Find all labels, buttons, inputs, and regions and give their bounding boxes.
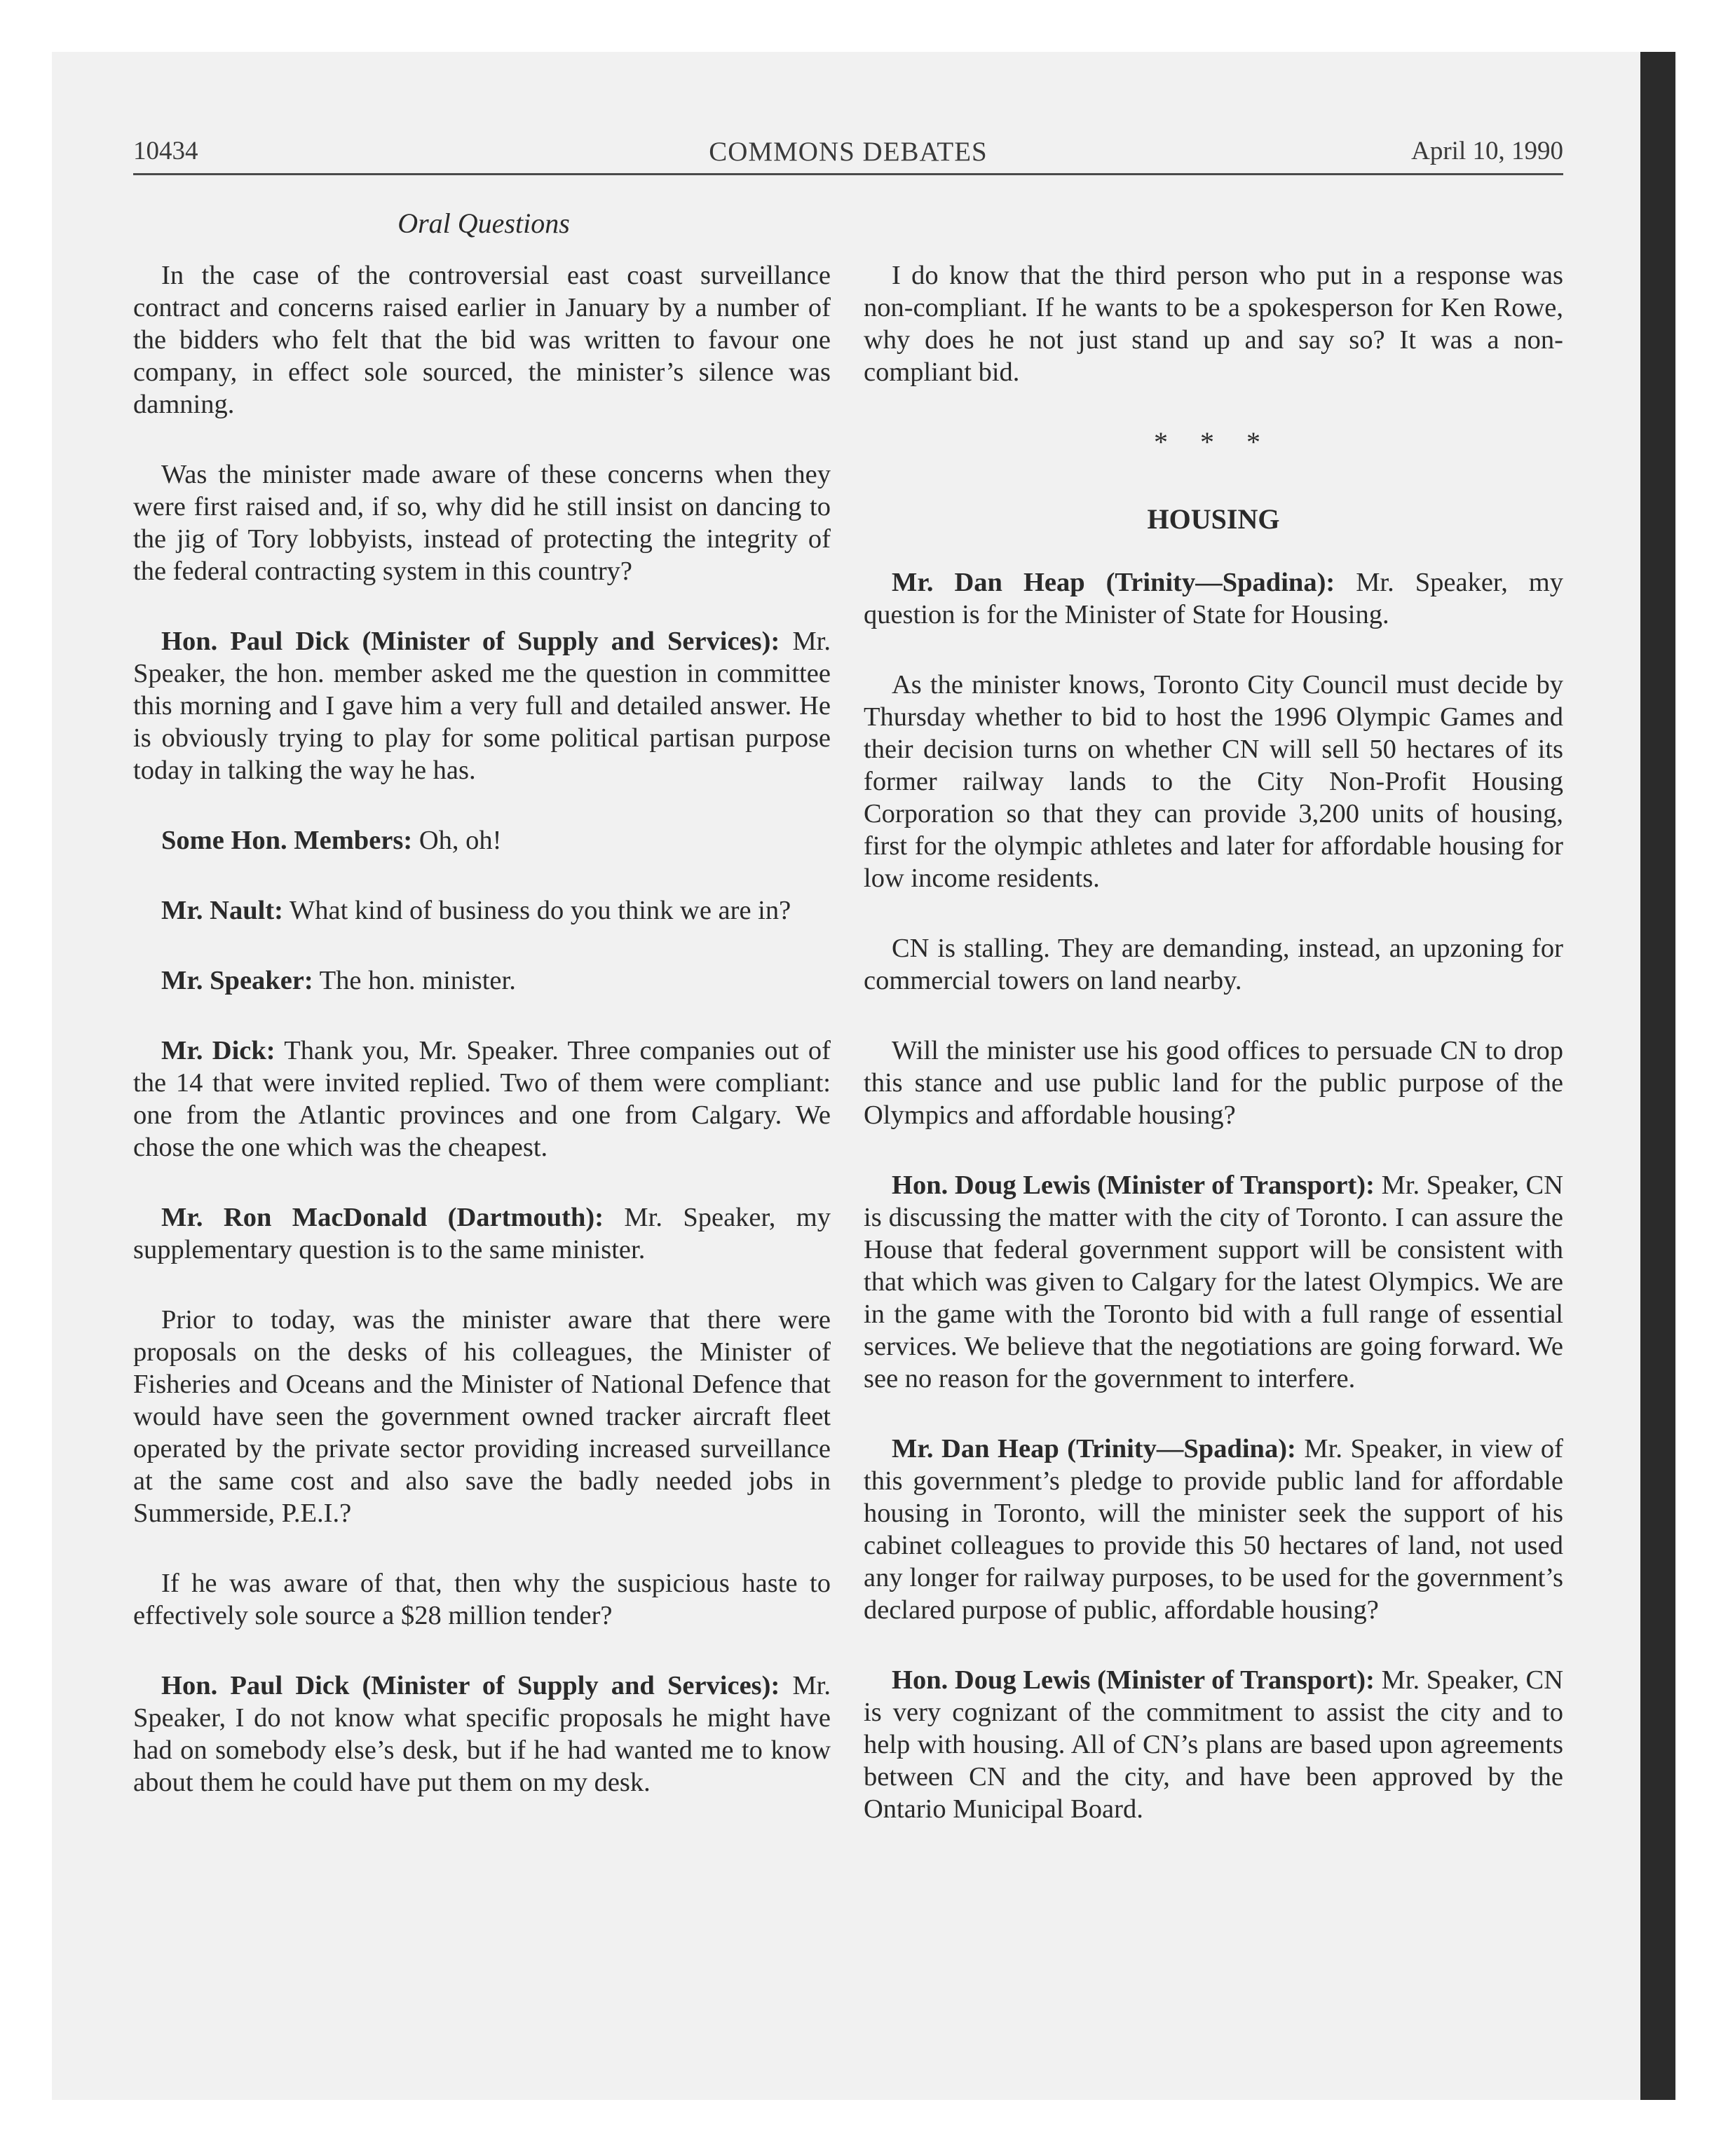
paragraph — [864, 669, 1563, 894]
paragraph — [133, 1567, 831, 1632]
paragraph-text: Mr. Speaker, CN is very cognizant of the commitment to assist the city and to help with housing. All of CN’s plans are based upon agreements between CN and the city, and have been approved by the Ontario Municipal Board. — [864, 1665, 1564, 1824]
section-heading: HOUSING — [1147, 503, 1280, 535]
paragraph-text: As the minister knows, Toronto City Council must decide by Thursday whether to bid to host the 1996 Olympic Games and their decision turns on whether CN will sell 50 hectares of its former railway lands to the City Non-Profit Housing Corporation so that they can provide 3,200 units of housing, first for the olympic athletes and later for affordable housing for low income residents. — [864, 670, 1563, 893]
page-header — [133, 132, 1563, 174]
paragraph — [864, 932, 1563, 997]
paragraph — [133, 1670, 831, 1799]
paragraph — [133, 1304, 831, 1529]
speaker-name: Mr. Ron MacDonald (Dartmouth): — [161, 1203, 604, 1232]
left-column — [133, 259, 831, 1836]
paragraph-text: Was the minister made aware of these concerns when they were first raised and, if so, why did he still insist on dancing to the jig of Tory lobbyists, instead of protecting the integrity of the federal contracting system in this country? — [133, 460, 831, 586]
speaker-name: Mr. Speaker: — [161, 966, 313, 995]
speaker-name: Mr. Dan Heap (Trinity—Spadina): — [892, 568, 1335, 597]
publication-title: COMMONS DEBATES — [709, 137, 988, 167]
paragraph-text: Oh, oh! — [419, 826, 502, 855]
right-column — [864, 259, 1563, 1863]
paragraph-text: Mr. Speaker, my supplementary question is to the same minister. — [133, 1203, 831, 1264]
paragraph — [864, 1664, 1563, 1825]
paragraph-text: Prior to today, was the minister aware that there were proposals on the desks of his colleagues, the Minister of Fisheries and Oceans and the Minister of National Defence that would have seen the government owned tracker aircraft fleet operated by the private sector providing increased surveillance at the same cost and also save the badly needed jobs in Summerside, P.E.I.? — [133, 1305, 831, 1528]
speaker-name: Mr. Dan Heap (Trinity—Spadina): — [892, 1434, 1296, 1464]
paragraph — [133, 259, 831, 421]
paragraph-text: Mr. Speaker, I do not know what specific proposals he might have had on somebody else’s desk, but if he had wanted me to know about them he could have put them on my desk. — [133, 1671, 831, 1797]
paragraph-text: What kind of business do you think we are in? — [289, 896, 791, 925]
paragraph — [133, 458, 831, 587]
paragraph-text: I do know that the third person who put in a response was non-compliant. If he wants to be a spokesperson for Ken Rowe, why does he not just stand up and say so? It was a non-compliant bid. — [864, 261, 1563, 387]
paragraph — [864, 1433, 1563, 1626]
paragraph-text: Mr. Speaker, my question is for the Minister of State for Housing. — [864, 568, 1563, 629]
header-rule — [133, 173, 1563, 175]
speaker-name: Hon. Doug Lewis (Minister of Transport): — [892, 1171, 1375, 1200]
paragraph — [133, 625, 831, 786]
publication-date: April 10, 1990 — [1411, 137, 1563, 165]
paragraph-text: In the case of the controversial east coast surveillance contract and concerns raised earlier in January by a number of the bidders who felt that the bid was written to favour one company, in effect sole sourced, the minister’s silence was damning. — [133, 261, 831, 419]
speaker-name: Mr. Nault: — [161, 896, 283, 925]
paragraph-text: Mr. Speaker, the hon. member asked me the question in committee this morning and I gave him a very full and detailed answer. He is obviously trying to play for some political partisan purpose today in talking the way he has. — [133, 627, 831, 785]
paragraph — [133, 1201, 831, 1266]
paragraph-text: Mr. Speaker, in view of this government’s pledge to provide public land for affordable housing in Toronto, will the minister seek the support of his cabinet colleagues to provide this 50 hectares of land, not used any longer for railway purposes, to be used for the government’s declared purpose of public, affordable housing? — [864, 1434, 1563, 1625]
paragraph — [133, 964, 831, 997]
section-separator: * * * — [1154, 426, 1273, 458]
speaker-name: Some Hon. Members: — [161, 826, 413, 855]
paragraph — [864, 259, 1563, 388]
paragraph — [133, 894, 831, 927]
paragraph-text: If he was aware of that, then why the suspicious haste to effectively sole source a $28 million tender? — [133, 1569, 831, 1630]
speaker-name: Mr. Dick: — [161, 1036, 275, 1065]
scan-edge-bar — [1640, 52, 1675, 2100]
paragraph — [864, 1035, 1563, 1131]
paragraph — [133, 824, 831, 857]
paragraph-text: Will the minister use his good offices to persuade CN to drop this stance and use public land for the public purpose of the Olympics and affordable housing? — [864, 1036, 1563, 1130]
paragraph — [864, 1169, 1563, 1395]
speaker-name: Hon. Doug Lewis (Minister of Transport): — [892, 1665, 1375, 1695]
speaker-name: Hon. Paul Dick (Minister of Supply and Services): — [161, 627, 780, 656]
paragraph-text: CN is stalling. They are demanding, instead, an upzoning for commercial towers on land nearby. — [864, 934, 1563, 995]
paragraph — [864, 566, 1563, 631]
paragraph — [133, 1035, 831, 1164]
paragraph-text: The hon. minister. — [319, 966, 516, 995]
paragraph-text: Thank you, Mr. Speaker. Three companies out of the 14 that were invited replied. Two of them were compliant: one from the Atlantic provinces and one from Calgary. We chose the one which was the cheapest. — [133, 1036, 831, 1162]
paragraph-text: Mr. Speaker, CN is discussing the matter with the city of Toronto. I can assure the House that federal government support will be consistent with that which was given to Calgary for the latest Olympics. We are in the game with the Toronto bid with a full range of essential services. We believe that the negotiations are going forward. We see no reason for the government to interfere. — [864, 1171, 1564, 1393]
page-number: 10434 — [133, 137, 198, 165]
section-label: Oral Questions — [397, 207, 570, 239]
speaker-name: Hon. Paul Dick (Minister of Supply and Services): — [161, 1671, 780, 1700]
